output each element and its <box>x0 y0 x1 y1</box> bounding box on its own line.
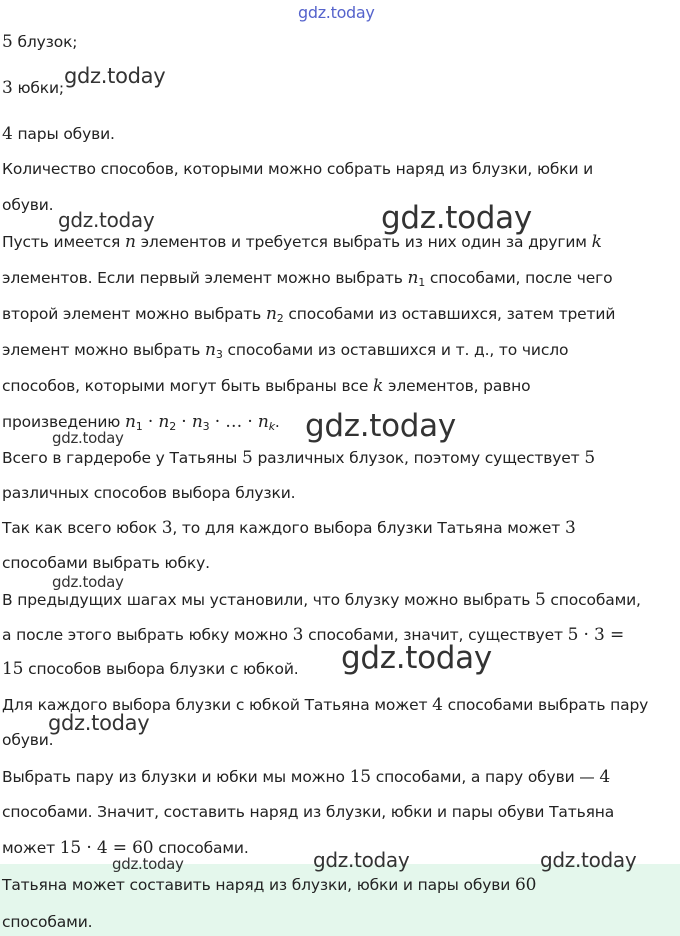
rule-line-5: способов, которыми могут быть выбраны все k элементов, равно <box>2 376 531 396</box>
step3-line-1: В предыдущих шагах мы установили, что блузку можно выбрать 5 способами, <box>2 590 641 610</box>
watermark: gdz.today <box>64 64 166 88</box>
watermark: gdz.today <box>58 208 155 232</box>
step4-line-1: Для каждого выбора блузки с юбкой Татьяна может 4 способами выбрать пару <box>2 695 649 715</box>
step3-line-2: а после этого выбрать юбку можно 3 способами, значит, существует 5 · 3 = <box>2 625 625 645</box>
watermark: gdz.today <box>305 408 456 444</box>
watermark: gdz.today <box>341 640 492 676</box>
list-item-skirts: 3 юбки; <box>2 78 64 98</box>
step1-line-2: различных способов выбора блузки. <box>2 484 296 502</box>
answer-line-1: Татьяна может составить наряд из блузки, юбки и пары обуви 60 <box>2 875 537 895</box>
step1-line-1: Всего в гардеробе у Татьяны 5 различных блузок, поэтому существует 5 <box>2 448 595 468</box>
step2-line-1: Так как всего юбок 3, то для каждого выбора блузки Татьяна может 3 <box>2 518 576 538</box>
question-line-2: обуви. <box>2 196 54 214</box>
rule-line-2: элементов. Если первый элемент можно выбрать $n_1$ способами, после чего <box>2 268 613 289</box>
question-line-1: Количество способов, которыми можно собрать наряд из блузки, юбки и <box>2 160 594 178</box>
step5-line-2: способами. Значит, составить наряд из блузки, юбки и пары обуви Татьяна <box>2 803 615 821</box>
watermark: gdz.today <box>52 573 124 591</box>
step3-line-3: 15 способов выбора блузки с юбкой. <box>2 659 299 679</box>
watermark-top: gdz.today <box>298 3 375 22</box>
watermark: gdz.today <box>381 200 532 236</box>
rule-line-4: элемент можно выбрать $n_3$ способами из оставшихся и т. д., то число <box>2 340 569 361</box>
watermark: gdz.today <box>313 848 410 872</box>
watermark: gdz.today <box>52 429 124 447</box>
watermark: gdz.today <box>48 711 150 735</box>
watermark: gdz.today <box>112 855 184 873</box>
step4-line-2: обуви. <box>2 731 54 749</box>
watermark: gdz.today <box>540 848 637 872</box>
answer-line-2: способами. <box>2 913 93 931</box>
rule-line-3: второй элемент можно выбрать $n_2$ способами из оставшихся, затем третий <box>2 304 616 325</box>
list-item-shoes: 4 пары обуви. <box>2 124 115 144</box>
step5-line-1: Выбрать пару из блузки и юбки мы можно 15 способами, а пару обуви — 4 <box>2 767 611 787</box>
step5-line-3: может 15 · 4 = 60 способами. <box>2 838 249 858</box>
step2-line-2: способами выбрать юбку. <box>2 554 210 572</box>
list-item-blouses: 5 блузок; <box>2 32 78 52</box>
rule-line-6: произведению $n_1 \cdot n_2 \cdot n_3$ · … · $n_k$. <box>2 412 280 433</box>
rule-line-1: Пусть имеется n элементов и требуется выбрать из них один за другим k <box>2 232 602 252</box>
